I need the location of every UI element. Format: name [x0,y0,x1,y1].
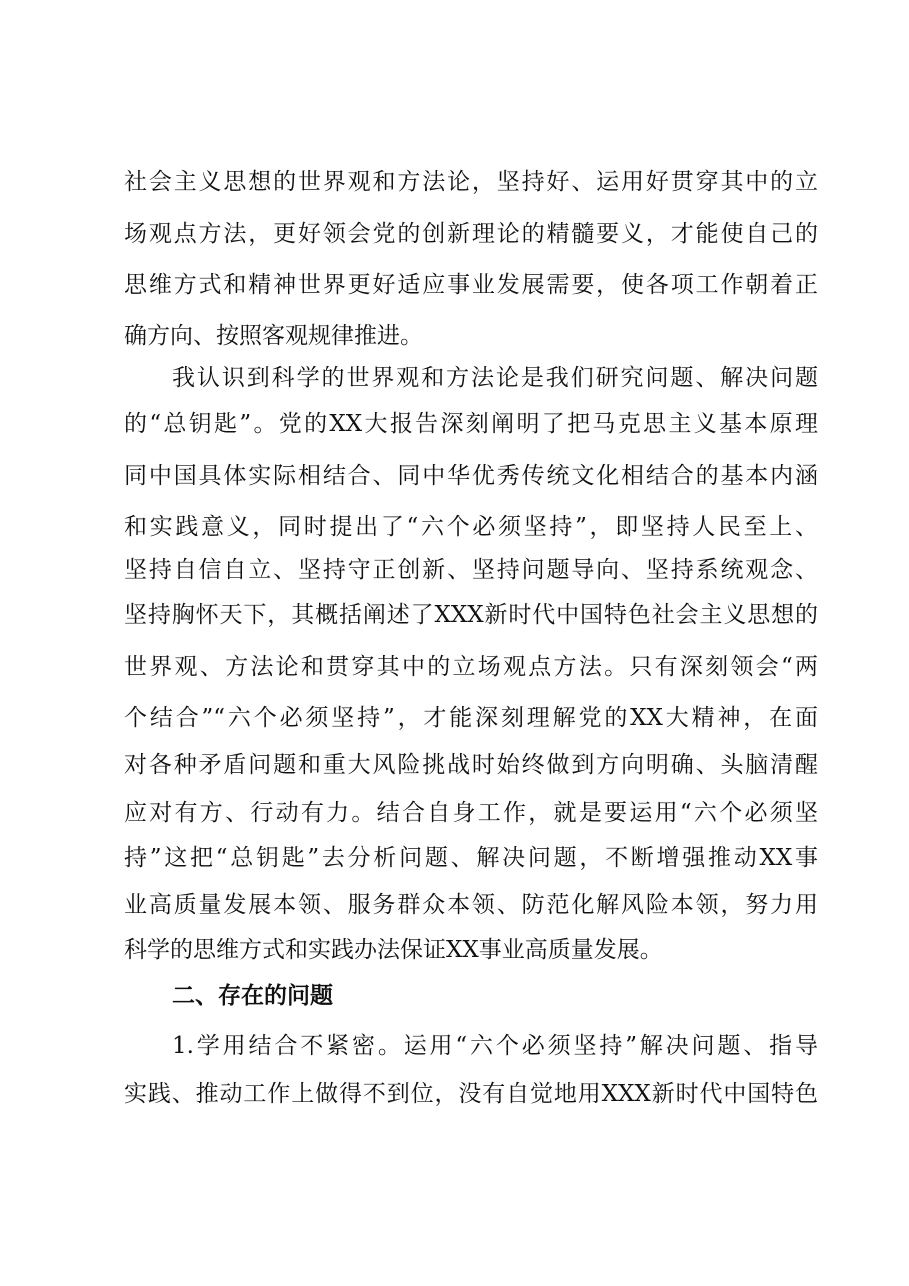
paragraph-line: 我认识到科学的世界观和方法论是我们研究问题、解决问题 [172,365,818,391]
paragraph-line: 的“总钥匙”。党的XX大报告深刻阐明了把马克思主义基本原理 [124,411,818,437]
section-heading: 二、存在的问题 [172,983,333,1009]
paragraph-line: 1.学用结合不紧密。运用“六个必须坚持”解决问题、指导 [172,1033,818,1059]
paragraph-line: 世界观、方法论和贯穿其中的立场观点方法。只有深刻领会“两 [124,654,818,680]
paragraph-line: 思维方式和精神世界更好适应事业发展需要，使各项工作朝着正 [124,272,818,298]
paragraph-line: 业高质量发展本领、服务群众本领、防范化解风险本领，努力用 [124,892,818,918]
paragraph-line: 坚持自信自立、坚持守正创新、坚持问题导向、坚持系统观念、 [124,557,818,583]
paragraph-line: 个结合”“六个必须坚持”，才能深刻理解党的XX大精神，在面 [124,705,818,731]
paragraph-line: 实践、推动工作上做得不到位，没有自觉地用XXX新时代中国特色 [124,1081,818,1107]
paragraph-line: 持”这把“总钥匙”去分析问题、解决问题，不断增强推动XX事 [124,845,818,871]
paragraph-line: 场观点方法，更好领会党的创新理论的精髓要义，才能使自己的 [124,221,818,247]
paragraph-line: 同中国具体实际相结合、同中华优秀传统文化相结合的基本内涵 [124,463,818,489]
paragraph-line: 对各种矛盾问题和重大风险挑战时始终做到方向明确、头脑清醒 [124,752,818,778]
paragraph-line: 和实践意义，同时提出了“六个必须坚持”，即坚持人民至上、 [124,514,818,540]
paragraph-line: 确方向、按照客观规律推进。 [124,323,423,349]
paragraph-line: 应对有方、行动有力。结合自身工作，就是要运用“六个必须坚 [124,800,818,826]
paragraph-line: 坚持胸怀天下，其概括阐述了XXX新时代中国特色社会主义思想的 [124,602,818,628]
paragraph-line: 科学的思维方式和实践办法保证XX事业高质量发展。 [124,937,663,963]
paragraph-line: 社会主义思想的世界观和方法论，坚持好、运用好贯穿其中的立 [124,169,818,195]
